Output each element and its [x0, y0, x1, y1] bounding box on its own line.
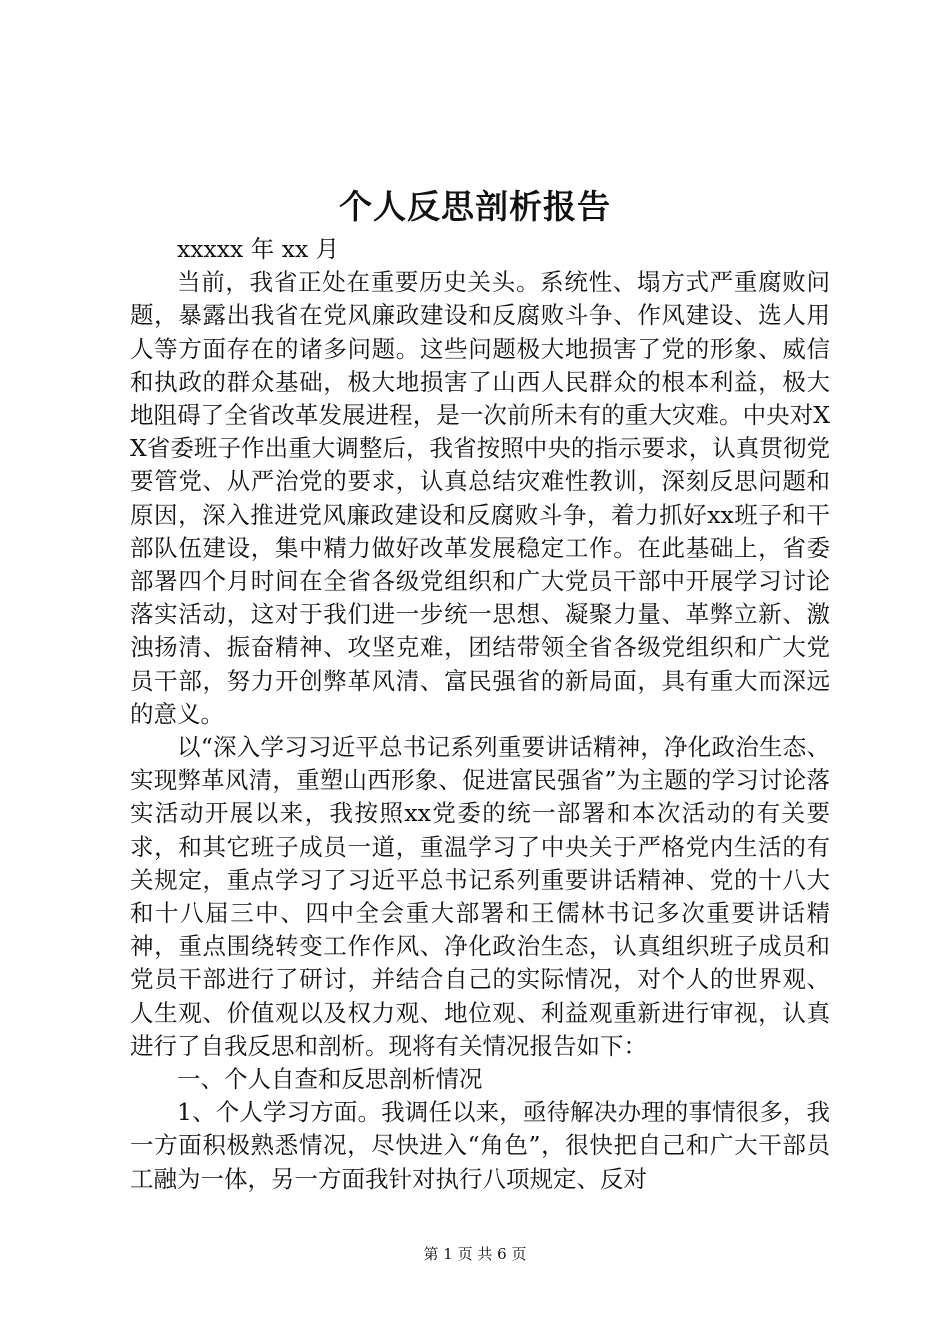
paragraph-activity: 以“深入学习习近平总书记系列重要讲话精神，净化政治生态、实现弊革风清，重塑山西形象、促进富民强省”为主题的学习讨论落实活动开展以来，我按照xx党委的统一部署和本次活动的有关要求，和其它班子成员一道，重温学习了中央关于严格党内生活的有关规定，重点学习了习近平总书记系列重要讲话精神、党的十八大和十八届三中、四中全会重大部署和王儒林书记多次重要讲话精神，重点围绕转变工作作风、净化政治生态，认真组织班子成员和党员干部进行了研讨，并结合自己的实际情况，对个人的世界观、人生观、价值观以及权力观、地位观、利益观重新进行审视，认真进行了自我反思和剖析。现将有关情况报告如下： — [130, 733, 830, 1060]
page-footer: 第 1 页 共 6 页 — [423, 1245, 527, 1263]
document-date: xxxxx 年 xx 月 — [177, 235, 340, 263]
paragraph-intro: 当前，我省正处在重要历史关头。系统性、塌方式严重腐败问题，暴露出我省在党风廉政建设和反腐败斗争、作风建设、选人用人等方面存在的诸多问题。这些问题极大地损害了党的形象、威信和执政的群众基础，极大地损害了山西人民群众的根本利益，极大地阻碍了全省改革发展进程，是一次前所未有的重大灾难。中央对XX省委班子作出重大调整后，我省按照中央的指示要求，认真贯彻党要管党、从严治党的要求，认真总结灾难性教训，深刻反思问题和原因，深入推进党风廉政建设和反腐败斗争，着力抓好xx班子和干部队伍建设，集中精力做好改革发展稳定工作。在此基础上，省委部署四个月时间在全省各级党组织和广大党员干部中开展学习讨论落实活动，这对于我们进一步统一思想、凝聚力量、革弊立新、激浊扬清、振奋精神、攻坚克难，团结带领全省各级党组织和广大党员干部，努力开创弊革风清、富民强省的新局面，具有重大而深远的意义。 — [130, 268, 830, 728]
document-title: 个人反思剖析报告 — [339, 187, 611, 226]
paragraph-study: 1、个人学习方面。我调任以来，亟待解决办理的事情很多，我一方面积极熟悉情况，尽快进入“角色”，很快把自己和广大干部员工融为一体，另一方面我针对执行八项规定、反对 — [130, 1098, 830, 1193]
document-body — [130, 233, 830, 1196]
section-heading: 一、个人自查和反思剖析情况 — [177, 1065, 483, 1094]
